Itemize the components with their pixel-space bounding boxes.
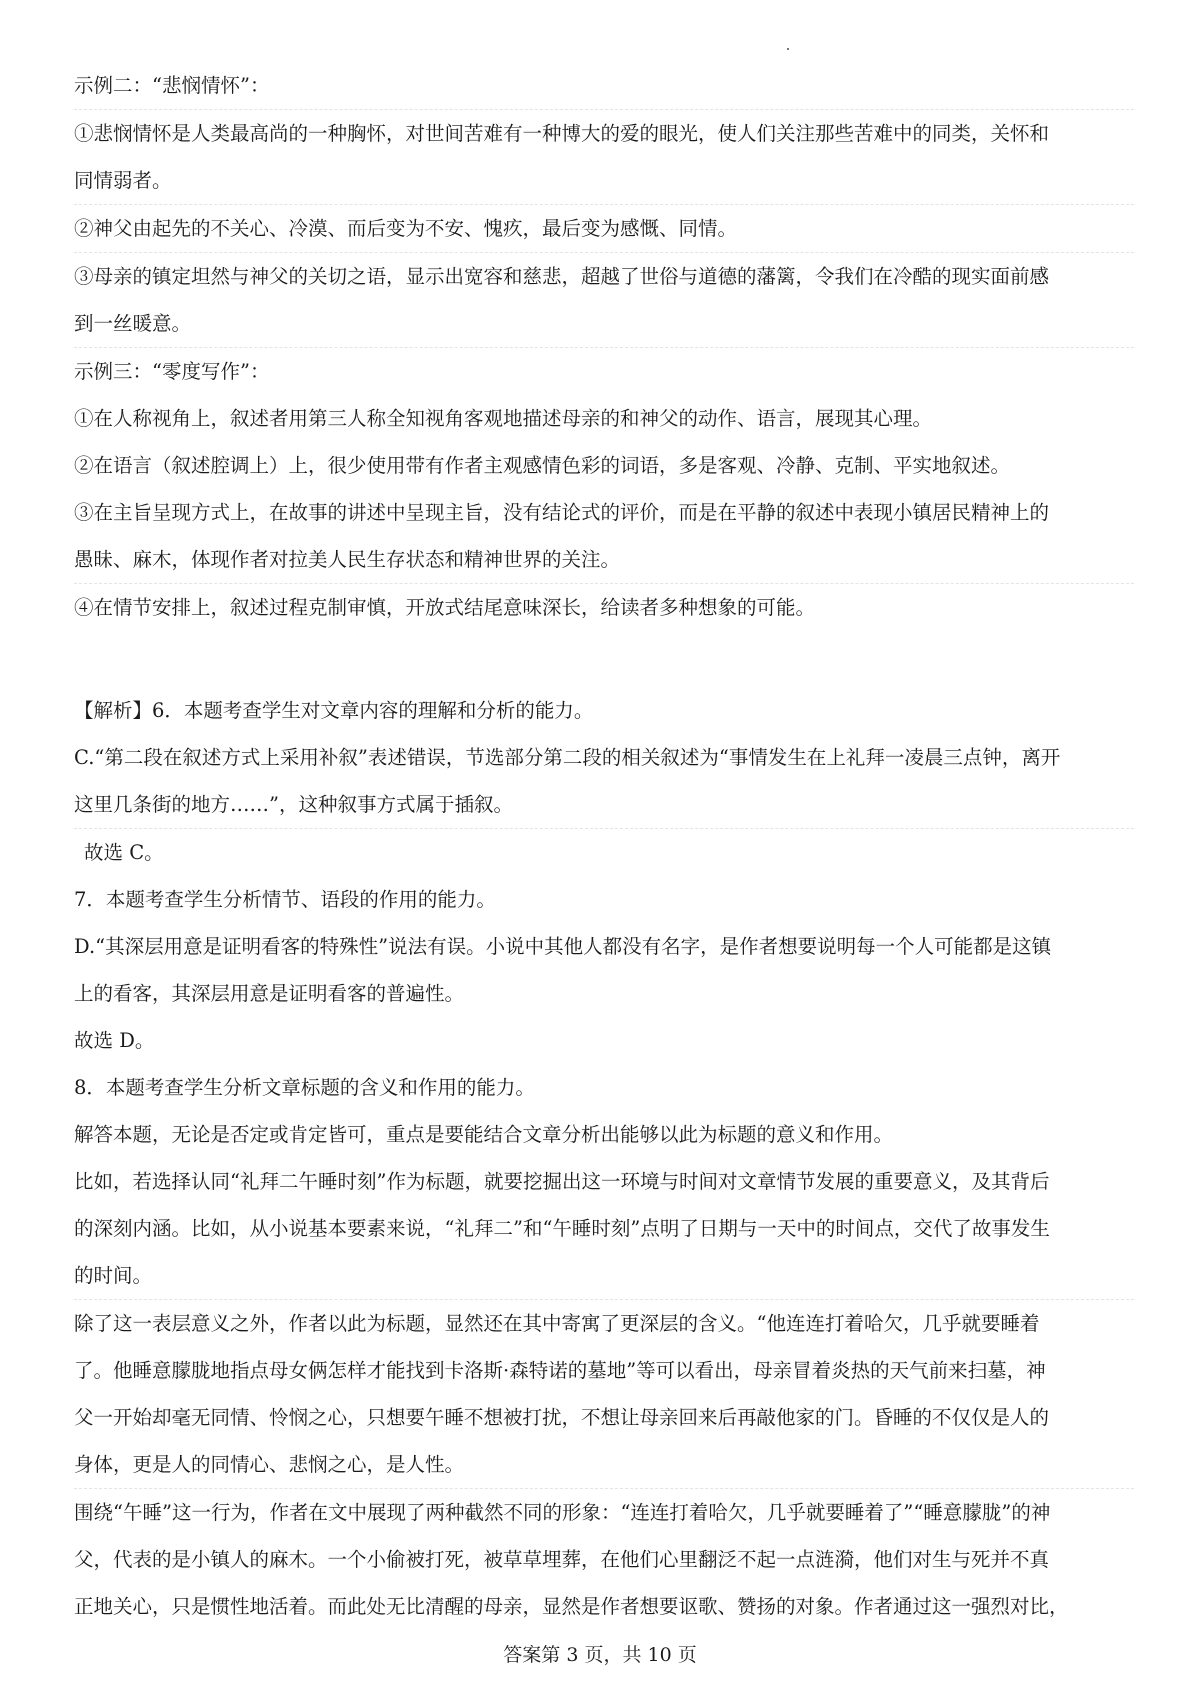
text-line: 身体，更是人的同情心、悲悯之心，是人性。 xyxy=(74,1441,1134,1489)
text-line: 父一开始却毫无同情、怜悯之心，只想要午睡不想被打扰，不想让母亲回来后再敲他家的门。昏睡的不仅仅是人的 xyxy=(74,1406,1050,1429)
question-heading: 8．本题考查学生分析文章标题的含义和作用的能力。 xyxy=(74,1076,535,1099)
document-body xyxy=(74,62,1134,1630)
text-line: ③在主旨呈现方式上，在故事的讲述中呈现主旨，没有结论式的评价，而是在平静的叙述中表现小镇居民精神上的 xyxy=(74,501,1050,524)
scan-dot xyxy=(787,48,789,50)
text-line: 愚昧、麻木，体现作者对拉美人民生存状态和精神世界的关注。 xyxy=(74,536,1134,584)
section-gap xyxy=(74,631,1134,687)
text-line: 的时间。 xyxy=(74,1252,1134,1300)
text-line: C.“第二段在叙述方式上采用补叙”表述错误，节选部分第二段的相关叙述为“事情发生在上礼拜一凌晨三点钟，离开 xyxy=(74,746,1061,769)
text-line: 示例二：“悲悯情怀”： xyxy=(74,62,1134,110)
text-line: 上的看客，其深层用意是证明看客的普遍性。 xyxy=(74,982,465,1005)
text-line: D.“其深层用意是证明看客的特殊性”说法有误。小说中其他人都没有名字，是作者想要说明每一个人可能都是这镇 xyxy=(74,935,1052,958)
text-line: 父，代表的是小镇人的麻木。一个小偷被打死，被草草埋葬，在他们心里翻泛不起一点涟漪，他们对生与死并不真 xyxy=(74,1548,1050,1571)
text-line: ①在人称视角上，叙述者用第三人称全知视角客观地描述母亲的和神父的动作、语言，展现其心理。 xyxy=(74,407,933,430)
answer-line: 故选 C。 xyxy=(84,841,164,864)
text-line: ②在语言（叙述腔调上）上，很少使用带有作者主观感情色彩的词语，多是客观、冷静、克制、平实地叙述。 xyxy=(74,454,1011,477)
text-line: ③母亲的镇定坦然与神父的关切之语，显示出宽容和慈悲，超越了世俗与道德的藩篱，令我们在冷酷的现实面前感 xyxy=(74,265,1050,288)
text-line: 除了这一表层意义之外，作者以此为标题，显然还在其中寄寓了更深层的含义。“他连连打着哈欠，几乎就要睡着 xyxy=(74,1312,1040,1335)
text-line: 比如，若选择认同“礼拜二午睡时刻”作为标题，就要挖掘出这一环境与时间对文章情节发展的重要意义，及其背后 xyxy=(74,1170,1050,1193)
text-line: 的深刻内涵。比如，从小说基本要素来说，“礼拜二”和“午睡时刻”点明了日期与一天中的时间点，交代了故事发生 xyxy=(74,1217,1050,1240)
text-line: ④在情节安排上，叙述过程克制审慎，开放式结尾意味深长，给读者多种想象的可能。 xyxy=(74,596,816,619)
text-line: 这里几条街的地方……”，这种叙事方式属于插叙。 xyxy=(74,781,1134,829)
text-line: 正地关心，只是惯性地活着。而此处无比清醒的母亲，显然是作者想要讴歌、赞扬的对象。作者通过这一强烈对比， xyxy=(74,1595,1069,1618)
text-line: ②神父由起先的不关心、冷漠、而后变为不安、愧疚，最后变为感慨、同情。 xyxy=(74,205,1134,253)
page-footer: 答案第 3 页，共 10 页 xyxy=(503,1644,697,1666)
text-line: 到一丝暖意。 xyxy=(74,300,1134,348)
text-line: 同情弱者。 xyxy=(74,157,1134,205)
text-line: 了。他睡意朦胧地指点母女俩怎样才能找到卡洛斯·森特诺的墓地”等可以看出，母亲冒着炎热的天气前来扫墓，神 xyxy=(74,1359,1046,1382)
text-line: ①悲悯情怀是人类最高尚的一种胸怀，对世间苦难有一种博大的爱的眼光，使人们关注那些苦难中的同类，关怀和 xyxy=(74,122,1050,145)
analysis-heading: 【解析】6．本题考查学生对文章内容的理解和分析的能力。 xyxy=(74,699,594,722)
text-line: 解答本题，无论是否定或肯定皆可，重点是要能结合文章分析出能够以此为标题的意义和作用。 xyxy=(74,1123,894,1146)
answer-line: 故选 D。 xyxy=(74,1029,155,1052)
text-line: 示例三：“零度写作”： xyxy=(74,360,270,383)
question-heading: 7．本题考查学生分析情节、语段的作用的能力。 xyxy=(74,888,496,911)
text-line: 围绕“午睡”这一行为，作者在文中展现了两种截然不同的形象：“连连打着哈欠，几乎就要睡着了”“睡意朦胧”的神 xyxy=(74,1501,1051,1524)
